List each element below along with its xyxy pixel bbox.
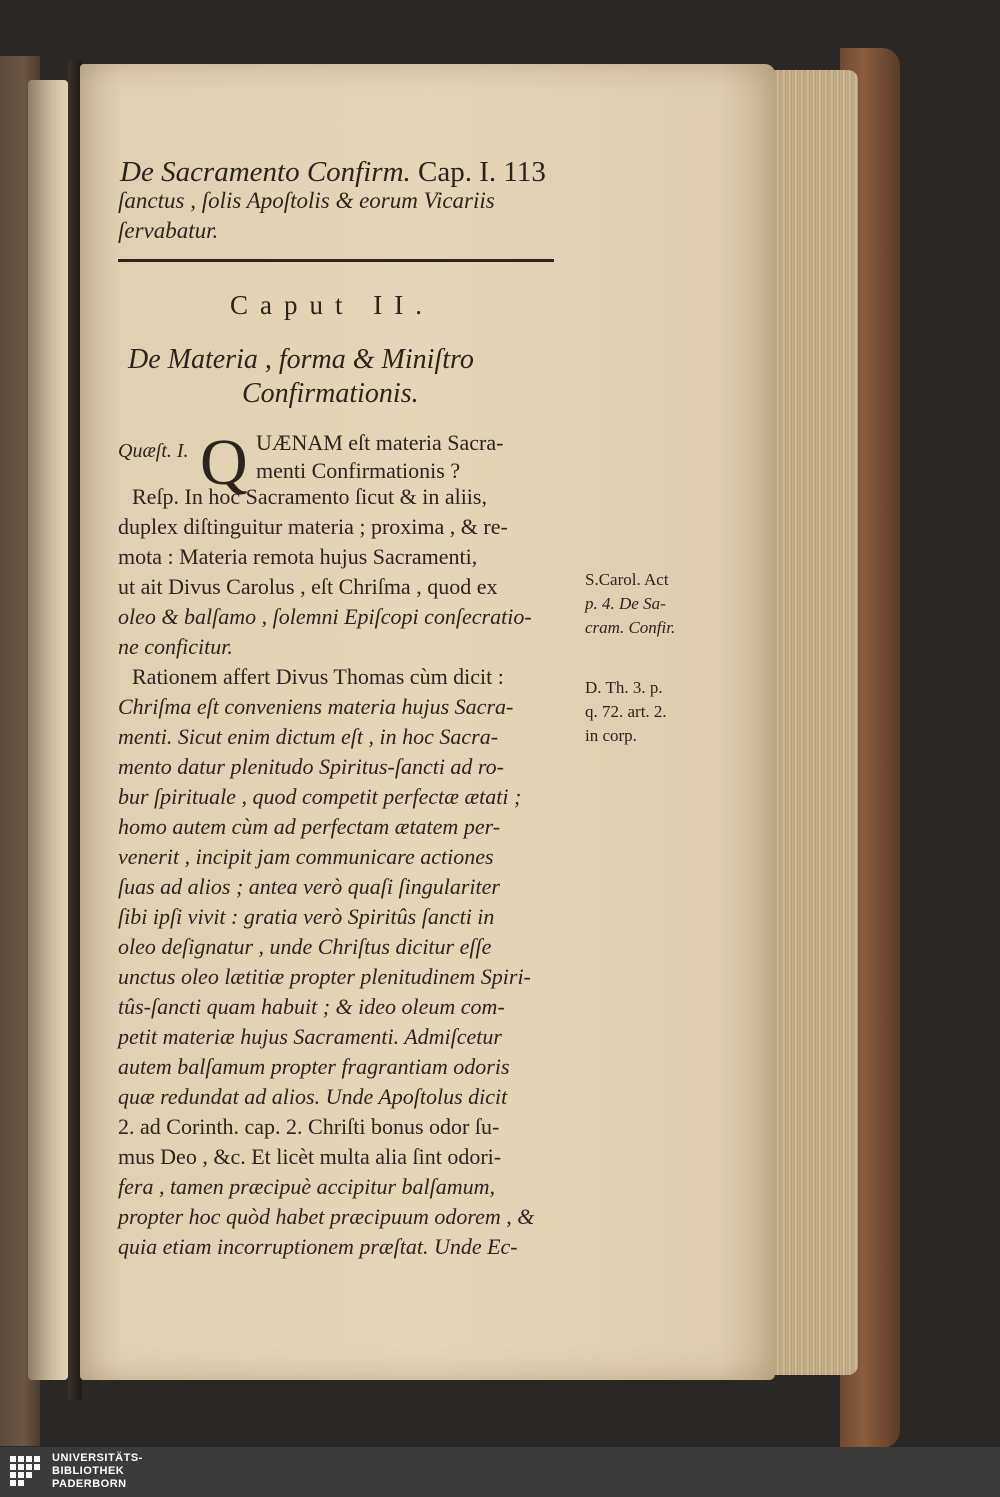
facing-page-edge xyxy=(28,80,68,1380)
text-line: duplex diſtinguitur materia ; proxima , & re- xyxy=(118,514,508,539)
running-title: De Sacramento Confirm. xyxy=(120,156,411,188)
running-header xyxy=(120,156,546,189)
logo-line: PADERBORN xyxy=(52,1478,127,1490)
chapter-reference: Cap. I. xyxy=(418,156,497,188)
margin-note: p. 4. De Sa- xyxy=(585,594,666,613)
text-line: quæ redundat ad alios. Unde Apoſtolus dicit xyxy=(118,1084,508,1109)
text-line: Chriſma eſt conveniens materia hujus Sacra- xyxy=(118,694,514,719)
library-logo-icon xyxy=(8,1452,48,1492)
margin-note: S.Carol. Act xyxy=(585,570,669,589)
drop-capital: Q xyxy=(200,426,248,499)
chapter-subtitle: Confirmationis. xyxy=(242,378,419,409)
section-rule xyxy=(118,259,554,262)
text-line: tûs-ſancti quam habuit ; & ideo oleum com- xyxy=(118,994,505,1019)
margin-note: q. 72. art. 2. xyxy=(585,702,667,721)
text-line: quia etiam incorruptionem præſtat. Unde Ec- xyxy=(118,1234,518,1259)
margin-note: in corp. xyxy=(585,726,637,745)
chapter-subtitle: De Materia , forma & Miniſtro xyxy=(128,344,474,375)
text-line: 2. ad Corinth. cap. 2. Chriſti bonus odor ſu- xyxy=(118,1114,500,1139)
text-line: oleo deſignatur , unde Chriſtus dicitur eſſe xyxy=(118,934,492,959)
page-number: 113 xyxy=(503,156,546,188)
text-line: ne conficitur. xyxy=(118,634,233,659)
text-line: fera , tamen præcipuè accipitur balſamum, xyxy=(118,1174,496,1199)
margin-note: D. Th. 3. p. xyxy=(585,678,663,697)
text-line: unctus oleo lætitiæ propter plenitudinem Spiri- xyxy=(118,964,531,989)
text-line: ut ait Divus Carolus , eſt Chriſma , quod ex xyxy=(118,574,498,599)
text-line: venerit , incipit jam communicare actiones xyxy=(118,844,494,869)
page-edges xyxy=(762,70,858,1375)
text-line: mota : Materia remota hujus Sacramenti, xyxy=(118,544,478,569)
text-line: autem balſamum propter fragrantiam odoris xyxy=(118,1054,510,1079)
question-line: menti Confirmationis ? xyxy=(256,458,461,483)
text-line: menti. Sicut enim dictum eſt , in hoc Sacra- xyxy=(118,724,499,749)
continuation-line: ſanctus , ſolis Apoſtolis & eorum Vicariis xyxy=(118,188,495,213)
text-line: mento datur plenitudo Spiritus-ſancti ad ro- xyxy=(118,754,504,779)
text-line: Reſp. In hoc Sacramento ſicut & in aliis, xyxy=(132,484,487,509)
continuation-line: ſervabatur. xyxy=(118,218,219,243)
text-line: mus Deo , &c. Et licèt multa alia ſint odori- xyxy=(118,1144,502,1169)
text-line: homo autem cùm ad perfectam ætatem per- xyxy=(118,814,501,839)
logo-line: UNIVERSITÄTS- xyxy=(52,1452,143,1464)
question-line: UÆNAM eſt materia Sacra- xyxy=(256,430,504,455)
text-line: oleo & balſamo , ſolemni Epiſcopi conſecratio- xyxy=(118,604,532,629)
text-line: ſuas ad alios ; antea verò quaſi ſingulariter xyxy=(118,874,500,899)
library-logo-text xyxy=(52,1452,143,1491)
margin-note: cram. Confir. xyxy=(585,618,676,637)
text-line: petit materiæ hujus Sacramenti. Admiſcetur xyxy=(118,1024,502,1049)
logo-line: BIBLIOTHEK xyxy=(52,1465,125,1477)
text-line: ſibi ipſi vivit : gratia verò Spiritûs ſancti in xyxy=(118,904,495,929)
text-line: Rationem affert Divus Thomas cùm dicit : xyxy=(132,664,504,689)
question-label: Quæſt. I. xyxy=(118,440,189,462)
text-line: propter hoc quòd habet præcipuum odorem , & xyxy=(118,1204,535,1229)
text-line: bur ſpirituale , quod competit perfectæ ætati ; xyxy=(118,784,522,809)
book-page xyxy=(80,64,775,1380)
footer-bar xyxy=(0,1447,1000,1497)
chapter-heading: Caput II. xyxy=(230,290,434,320)
